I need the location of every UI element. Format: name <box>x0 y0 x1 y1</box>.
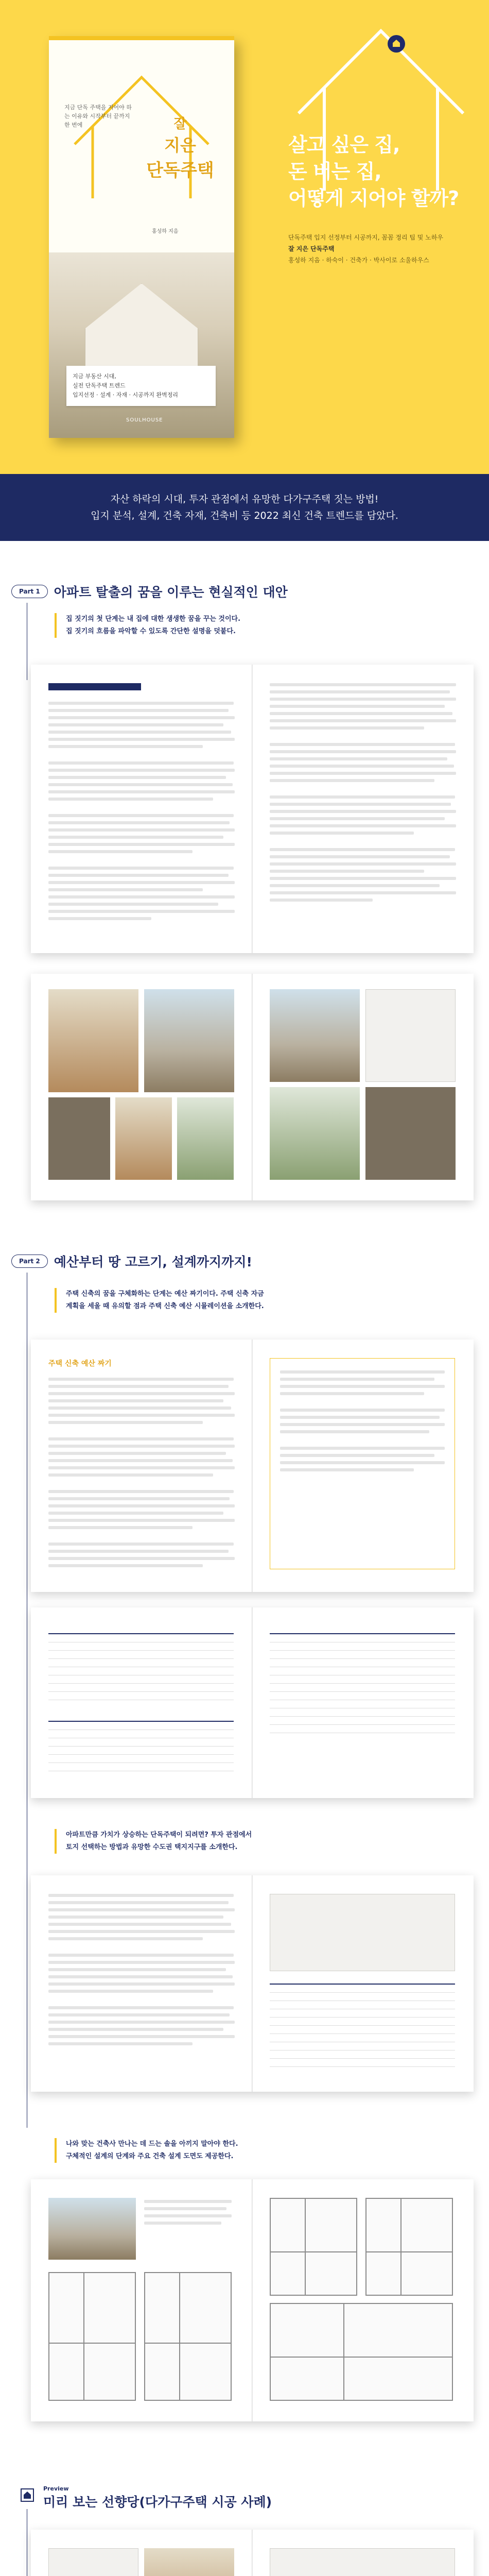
spread-right-page <box>252 1340 474 1592</box>
house-photo <box>270 1087 360 1180</box>
part1-header <box>11 582 288 601</box>
book-label-line: 실전 단독주택 트렌드 <box>73 382 126 389</box>
part2-title: 예산부터 땅 고르기, 설계까지까지! <box>54 1255 252 1269</box>
house-photo <box>365 989 456 1082</box>
spread-gutter <box>252 2530 253 2576</box>
hero-desc-line: 단독주택 입지 선정부터 시공까지, 꼼꼼 정리 팁 및 노하우 <box>288 234 443 241</box>
part2-spread-tables <box>31 1607 474 1798</box>
spread-heading <box>48 683 141 690</box>
house-icon <box>388 35 405 53</box>
hero-headline-line: 어떻게 지어야 할까? <box>288 187 459 210</box>
part2-badge: Part 2 <box>11 1255 48 1268</box>
budget-table <box>48 1721 234 1771</box>
hero-headline <box>288 131 474 212</box>
book-title-line: 단독주택 <box>146 160 214 181</box>
floor-plan <box>144 2272 232 2401</box>
part2-note-1 <box>55 1288 456 1313</box>
budget-table <box>270 1633 455 1733</box>
part2-note-3 <box>55 2138 456 2163</box>
book-title-line: 지은 <box>164 135 196 155</box>
preview-header <box>43 2485 272 2511</box>
spread-text-block <box>270 683 456 902</box>
intro-band-line: 입지 분석, 설계, 건축 자재, 건축비 등 2022 최신 건축 트렌드를 담았다. <box>91 510 398 521</box>
part2-note-line: 아파트만큼 가치가 상승하는 단독주택이 되려면? 투자 관점에서 <box>66 1831 252 1839</box>
land-table <box>270 1984 455 2067</box>
spread-text-block <box>48 1894 235 2045</box>
floor-plan <box>365 2198 453 2296</box>
spread-text-block <box>48 702 235 920</box>
house-photo <box>115 1097 172 1180</box>
preview-title: 미리 보는 선향당(다가구주택 시공 사례) <box>43 2495 272 2510</box>
floor-plan <box>48 2272 136 2401</box>
part1-title: 아파트 탈출의 꿈을 이루는 현실적인 대안 <box>54 585 288 600</box>
house-photo <box>48 1097 110 1180</box>
book-publisher: SOULHOUSE <box>126 417 163 423</box>
interior-photo <box>48 2548 138 2576</box>
spread-text-block <box>280 1370 445 1476</box>
floor-plan <box>270 2198 357 2296</box>
part2-note-2 <box>55 1829 456 1854</box>
book-author: 홍성하 지음 <box>152 229 179 234</box>
part2-note-line: 계획을 세울 때 유의할 점과 주택 신축 예산 시뮬레이션을 소개한다. <box>66 1302 264 1310</box>
budget-table <box>48 1633 234 1700</box>
book-tagline: 지금 단독 주택을 지어야 하는 이유와 시작부터 끝까지 한 번에 <box>64 104 132 128</box>
book-cover <box>49 36 234 438</box>
house-photo <box>144 989 234 1092</box>
elevation-drawing <box>270 2303 453 2401</box>
spread-text-block <box>48 1378 235 1567</box>
spread-gutter <box>252 1607 253 1798</box>
part2-note-line: 구체적인 설계의 단계와 주요 건축 설계 도면도 제공한다. <box>66 2153 234 2160</box>
intro-band-line: 자산 하락의 시대, 투자 관점에서 유망한 다가구주택 짓는 방법! <box>110 494 379 505</box>
land-map <box>270 1894 455 1971</box>
spread-text-block <box>144 2200 232 2229</box>
part1-note <box>55 613 456 638</box>
book-title <box>142 113 219 181</box>
preview-spread <box>31 2530 474 2576</box>
hero-headline-line: 살고 싶은 집, <box>288 133 400 156</box>
book-label-line: 지금 부동산 시대, <box>73 373 116 380</box>
book-label-box <box>66 366 216 406</box>
spread-right-page <box>252 665 474 953</box>
book-top-bar <box>49 36 234 40</box>
spread-gutter <box>252 974 253 1200</box>
part2-note-line: 나와 맞는 건축사 만나는 데 드는 솔을 아끼지 말아야 한다. <box>66 2140 238 2148</box>
hero-desc-title: 잘 지은 단독주택 <box>288 245 335 252</box>
part2-note-line: 토지 선택하는 방법과 유망한 수도권 택지지구를 소개한다. <box>66 1843 238 1851</box>
part2-spread-land <box>31 1875 474 2092</box>
part2-note-line: 주택 신축의 꿈을 구체화하는 단계는 예산 짜기이다. 주택 신축 자금 <box>66 1290 264 1298</box>
spread-left-page <box>31 1340 252 1592</box>
book-title-line: 잘 <box>173 116 187 132</box>
part1-badge: Part 1 <box>11 585 48 598</box>
part1-note-line: 집 짓기의 흐름을 파악할 수 있도록 간단한 설명을 덧붙다. <box>66 628 236 635</box>
spread-gutter <box>252 2179 253 2421</box>
house-photo <box>48 989 138 1092</box>
part2-header <box>11 1252 252 1270</box>
book-label-line: 입지선정 · 설계 · 자재 · 시공까지 완벽정리 <box>73 392 178 398</box>
part1-spread-photos <box>31 974 474 1200</box>
house-icon <box>21 2488 34 2502</box>
house-photo <box>48 2198 136 2260</box>
hero-desc-line: 홍성하 지음 · 하숙이 · 건축가 · 박사이로 소울하우스 <box>288 257 429 264</box>
part1-note-line: 집 짓기의 첫 단계는 내 집에 대한 생생한 꿈을 꾸는 것이다. <box>66 615 241 623</box>
preview-label: Preview <box>43 2485 69 2492</box>
house-photo <box>365 1087 456 1180</box>
part2-spread-budget <box>31 1340 474 1592</box>
spread-heading: 주택 신축 예산 짜기 <box>48 1360 112 1368</box>
intro-band <box>0 474 489 541</box>
spread-left-page <box>31 665 252 953</box>
interior-photo <box>270 2548 455 2576</box>
house-photo <box>270 989 360 1082</box>
house-photo <box>177 1097 234 1180</box>
hero-description <box>288 232 474 266</box>
part1-spread-text <box>31 665 474 953</box>
part2-spread-plans <box>31 2179 474 2421</box>
hero-headline-line: 돈 버는 집, <box>288 160 381 183</box>
interior-photo <box>144 2548 234 2576</box>
spread-left-page <box>31 1875 252 2092</box>
hero-banner <box>0 0 489 474</box>
